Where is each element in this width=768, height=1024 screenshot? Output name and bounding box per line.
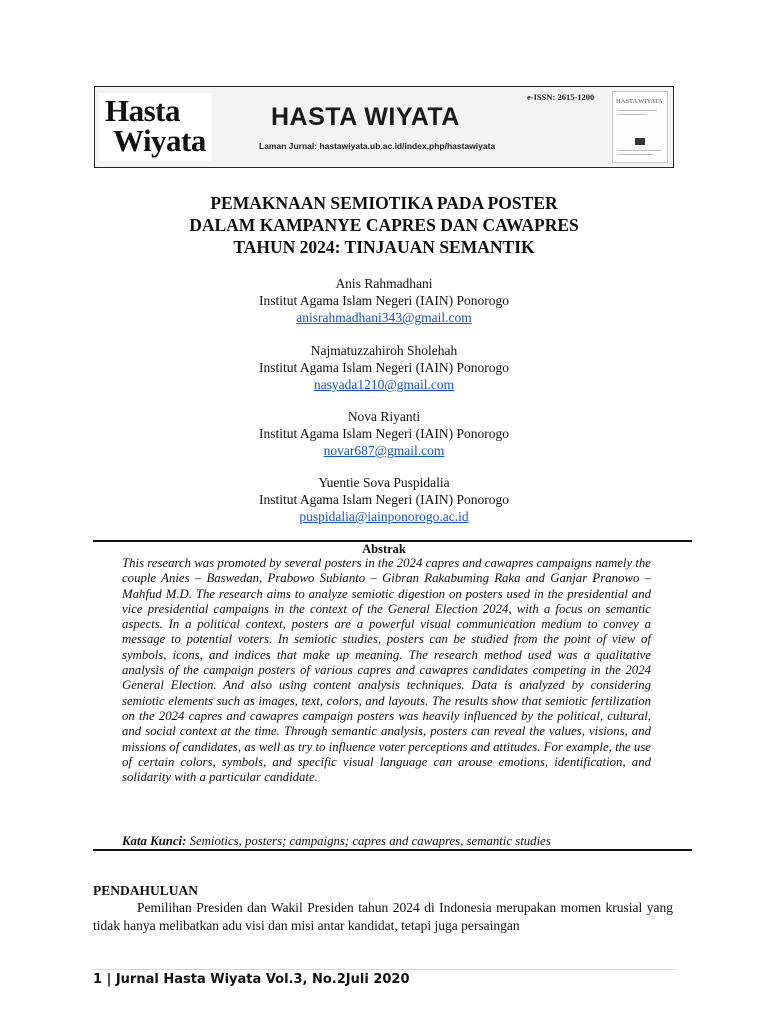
abstract-bottom-rule <box>93 849 692 851</box>
cover-title: HASTA WIYATA <box>616 98 663 105</box>
keywords <box>122 833 662 849</box>
footer-rule <box>93 969 675 970</box>
author-affiliation: Institut Agama Islam Negeri (IAIN) Ponorogo <box>258 360 510 375</box>
section-heading-introduction: PENDAHULUAN <box>93 883 199 898</box>
author-name: Najmatuzzahiroh Sholehah <box>310 343 458 358</box>
page-footer: 1 | Jurnal Hasta Wiyata Vol.3, No.2Juli 2020 <box>93 972 410 987</box>
author-name: Yuentie Sova Puspidalia <box>318 475 450 490</box>
author-1 <box>0 275 768 326</box>
keywords-label: Kata Kunci: <box>122 834 187 848</box>
abstract-heading: Abstrak <box>362 542 406 556</box>
author-affiliation: Institut Agama Islam Negeri (IAIN) Ponorogo <box>258 426 510 441</box>
title-line: PEMAKNAAN SEMIOTIKA PADA POSTER <box>210 193 558 213</box>
journal-url: Laman Jurnal: hastawiyata.ub.ac.id/index.php/hastawiyata <box>259 141 496 151</box>
introduction-text: Pemilihan Presiden dan Wakil Presiden tahun 2024 di Indonesia merupakan momen krusial yang tidak hanya melibatkan adu visi dan misi antar kandidat, tetapi juga persaingan <box>93 900 673 933</box>
cover-line <box>617 114 647 115</box>
author-affiliation: Institut Agama Islam Negeri (IAIN) Ponorogo <box>258 492 510 507</box>
author-3 <box>0 408 768 459</box>
cover-line <box>617 110 657 111</box>
author-2 <box>0 342 768 393</box>
title-line: TAHUN 2024: TINJAUAN SEMANTIK <box>233 237 535 257</box>
author-email-link[interactable]: puspidalia@iainponorogo.ac.id <box>299 509 469 524</box>
logo-text-line-1: Hasta <box>105 93 180 128</box>
author-email-link[interactable]: anisrahmadhani343@gmail.com <box>296 310 472 325</box>
journal-name: HASTA WIYATA <box>271 103 460 131</box>
journal-cover-thumbnail <box>612 91 668 163</box>
keywords-text: Semiotics, posters; campaigns; capres and cawapres, semantic studies <box>189 834 551 848</box>
cover-barcode <box>635 138 645 145</box>
author-email-link[interactable]: nasyada1210@gmail.com <box>313 377 455 392</box>
author-affiliation: Institut Agama Islam Negeri (IAIN) Ponorogo <box>258 293 510 308</box>
author-email-link[interactable]: novar687@gmail.com <box>323 443 445 458</box>
title-line: DALAM KAMPANYE CAPRES DAN CAWAPRES <box>189 215 579 235</box>
journal-logo <box>99 93 211 161</box>
logo-text-line-2: Wiyata <box>113 123 206 158</box>
cover-line <box>617 154 653 155</box>
author-4 <box>0 474 768 525</box>
author-name: Anis Rahmadhani <box>335 276 433 291</box>
paper-title <box>0 192 768 258</box>
journal-issn: e-ISSN: 2615-1200 <box>527 92 595 102</box>
journal-banner <box>94 86 674 168</box>
cover-line <box>617 150 661 151</box>
abstract-text: This research was promoted by several posters in the 2024 capres and cawapres campaigns namely the couple Anies – Baswedan, Prabowo Subianto – Gibran Rakabuming Raka and Ganjar Pranowo – Mahfud M.D. The research aims to analyze semiotic digestion on posters used in the presidential and vice presidential campaigns in the context of the General Election 2024, with a focus on semantic aspects. In a political context, posters are a powerful visual communication medium to convey a message to potential voters. In semiotic studies, posters can be studied from the point of view of symbols, icons, and indices that make up meaning. The research method used was a qualitative analysis of the campaign posters of various capres and cawapres candidates competing in the 2024 General Election. And also using content analysis techniques. Data is analyzed by considering semiotic elements such as images, text, colors, and layouts. The results show that semiotic fertilization on the 2024 capres and cawapres campaign posters was heavily influenced by the political, cultural, and social context at the time. Through semantic analysis, posters can reveal the values, visions, and missions of candidates, as well as try to influence voter perceptions and attitudes. For example, the use of certain colors, symbols, and specific visual language can arouse emotions, identification, and solidarity with a particular candidate. <box>122 556 651 785</box>
author-name: Nova Riyanti <box>347 409 421 424</box>
